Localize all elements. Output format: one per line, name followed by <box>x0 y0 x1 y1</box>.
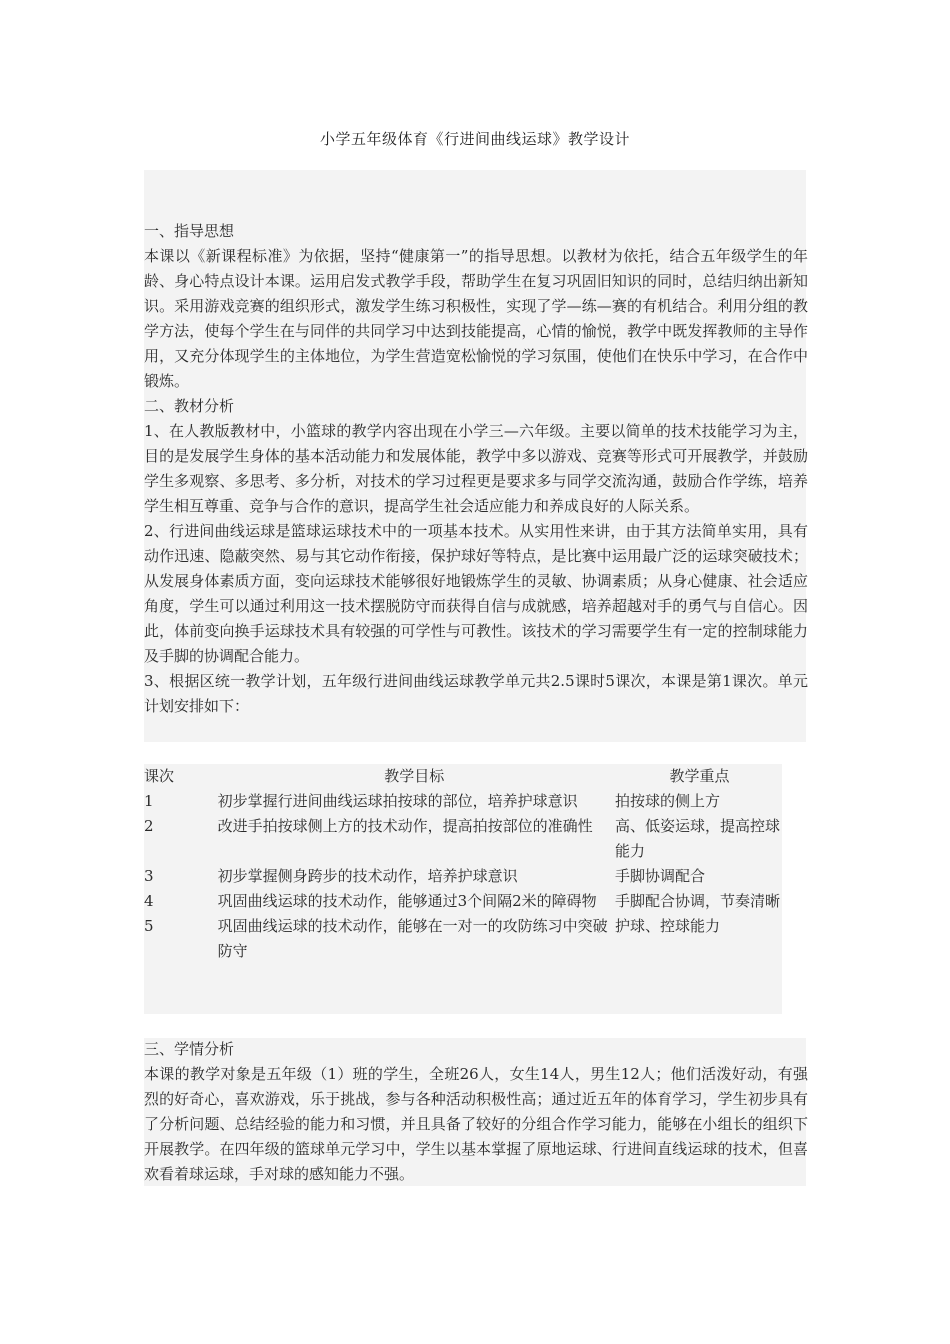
cell-teaching-goal: 改进手拍按球侧上方的技术动作，提高拍按部位的准确性 <box>217 817 593 835</box>
unit-plan-table <box>144 764 784 964</box>
cell-lesson-number: 3 <box>144 867 154 885</box>
section-heading-material: 二、教材分析 <box>144 397 235 415</box>
document-title: 小学五年级体育《行进间曲线运球》教学设计 <box>319 130 630 148</box>
header-lesson-number: 课次 <box>144 767 175 785</box>
cell-lesson-number: 5 <box>144 917 154 935</box>
cell-teaching-goal: 初步掌握行进间曲线运球拍按球的部位，培养护球意识 <box>217 792 578 810</box>
table-row <box>144 814 784 864</box>
cell-teaching-key: 手脚配合协调，节奏清晰 <box>614 892 780 910</box>
cell-teaching-key: 手脚协调配合 <box>614 867 705 885</box>
table-row <box>144 889 784 914</box>
material-paragraph-1: 1、在人教版教材中，小篮球的教学内容出现在小学三—六年级。主要以简单的技术技能学习为主，目的是发展学生身体的基本活动能力和发展体能，教学中多以游戏、竞赛等形式可开展教学，并鼓励学生多观察、多思考、多分析，对技术的学习过程更是要求多与同学交流沟通，鼓励合作学练，培养学生相互尊重、竞争与合作的意识，提高学生社会适应能力和养成良好的人际关系。 <box>144 422 808 515</box>
main-content <box>144 219 808 719</box>
study-content <box>144 1037 808 1187</box>
cell-lesson-number: 4 <box>144 892 154 910</box>
guide-paragraph: 本课以《新课程标准》为依据，坚持“健康第一”的指导思想。以教材为依托，结合五年级学生的年龄、身心特点设计本课。运用启发式教学手段，帮助学生在复习巩固旧知识的同时，总结归纳出新知识。采用游戏竞赛的组织形式，激发学生练习积极性，实现了学—练—赛的有机结合。利用分组的教学方法，使每个学生在与同伴的共同学习中达到技能提高，心情的愉悦，教学中既发挥教师的主导作用，又充分体现学生的主体地位，为学生营造宽松愉悦的学习氛围，使他们在快乐中学习，在合作中锻炼。 <box>144 247 808 390</box>
study-paragraph: 本课的教学对象是五年级（1）班的学生，全班26人，女生14人，男生12人；他们活泼好动，有强烈的好奇心，喜欢游戏，乐于挑战，参与各种活动积极性高；通过近五年的体育学习，学生初步具有了分析问题、总结经验的能力和习惯，并且具备了较好的分组合作学习能力，能够在小组长的组织下开展教学。在四年级的篮球单元学习中，学生以基本掌握了原地运球、行进间直线运球的技术，但喜欢看着球运球，手对球的感知能力不强。 <box>144 1065 808 1183</box>
cell-teaching-key: 拍按球的侧上方 <box>614 792 720 810</box>
table-row <box>144 864 784 889</box>
cell-lesson-number: 2 <box>144 817 154 835</box>
material-paragraph-3: 3、根据区统一教学计划，五年级行进间曲线运球教学单元共2.5课时5课次，本课是第1课次。单元计划安排如下： <box>144 672 808 715</box>
section-heading-guide: 一、指导思想 <box>144 222 235 240</box>
table-row <box>144 789 784 814</box>
table-row <box>144 914 784 964</box>
header-teaching-key: 教学重点 <box>669 767 730 785</box>
cell-teaching-goal: 巩固曲线运球的技术动作，能够在一对一的攻防练习中突破防守 <box>217 917 608 960</box>
cell-teaching-goal: 巩固曲线运球的技术动作，能够通过3个间隔2米的障碍物 <box>217 892 597 910</box>
table-header-row <box>144 764 784 789</box>
cell-teaching-goal: 初步掌握侧身跨步的技术动作，培养护球意识 <box>217 867 518 885</box>
section-heading-study: 三、学情分析 <box>144 1040 235 1058</box>
cell-teaching-key: 高、低姿运球，提高控球能力 <box>614 817 780 860</box>
material-paragraph-2: 2、行进间曲线运球是篮球运球技术中的一项基本技术。从实用性来讲，由于其方法简单实用，具有动作迅速、隐蔽突然、易与其它动作衔接，保护球好等特点，是比赛中运用最广泛的运球突破技术；从发展身体素质方面，变向运球技术能够很好地锻炼学生的灵敏、协调素质；从身心健康、社会适应角度，学生可以通过利用这一技术摆脱防守而获得自信与成就感，培养超越对手的勇气与自信心。因此，体前变向换手运球技术具有较强的可学性与可教性。该技术的学习需要学生有一定的控制球能力及手脚的协调配合能力。 <box>144 522 808 665</box>
header-teaching-goal: 教学目标 <box>384 767 445 785</box>
cell-lesson-number: 1 <box>144 792 154 810</box>
cell-teaching-key: 护球、控球能力 <box>614 917 720 935</box>
